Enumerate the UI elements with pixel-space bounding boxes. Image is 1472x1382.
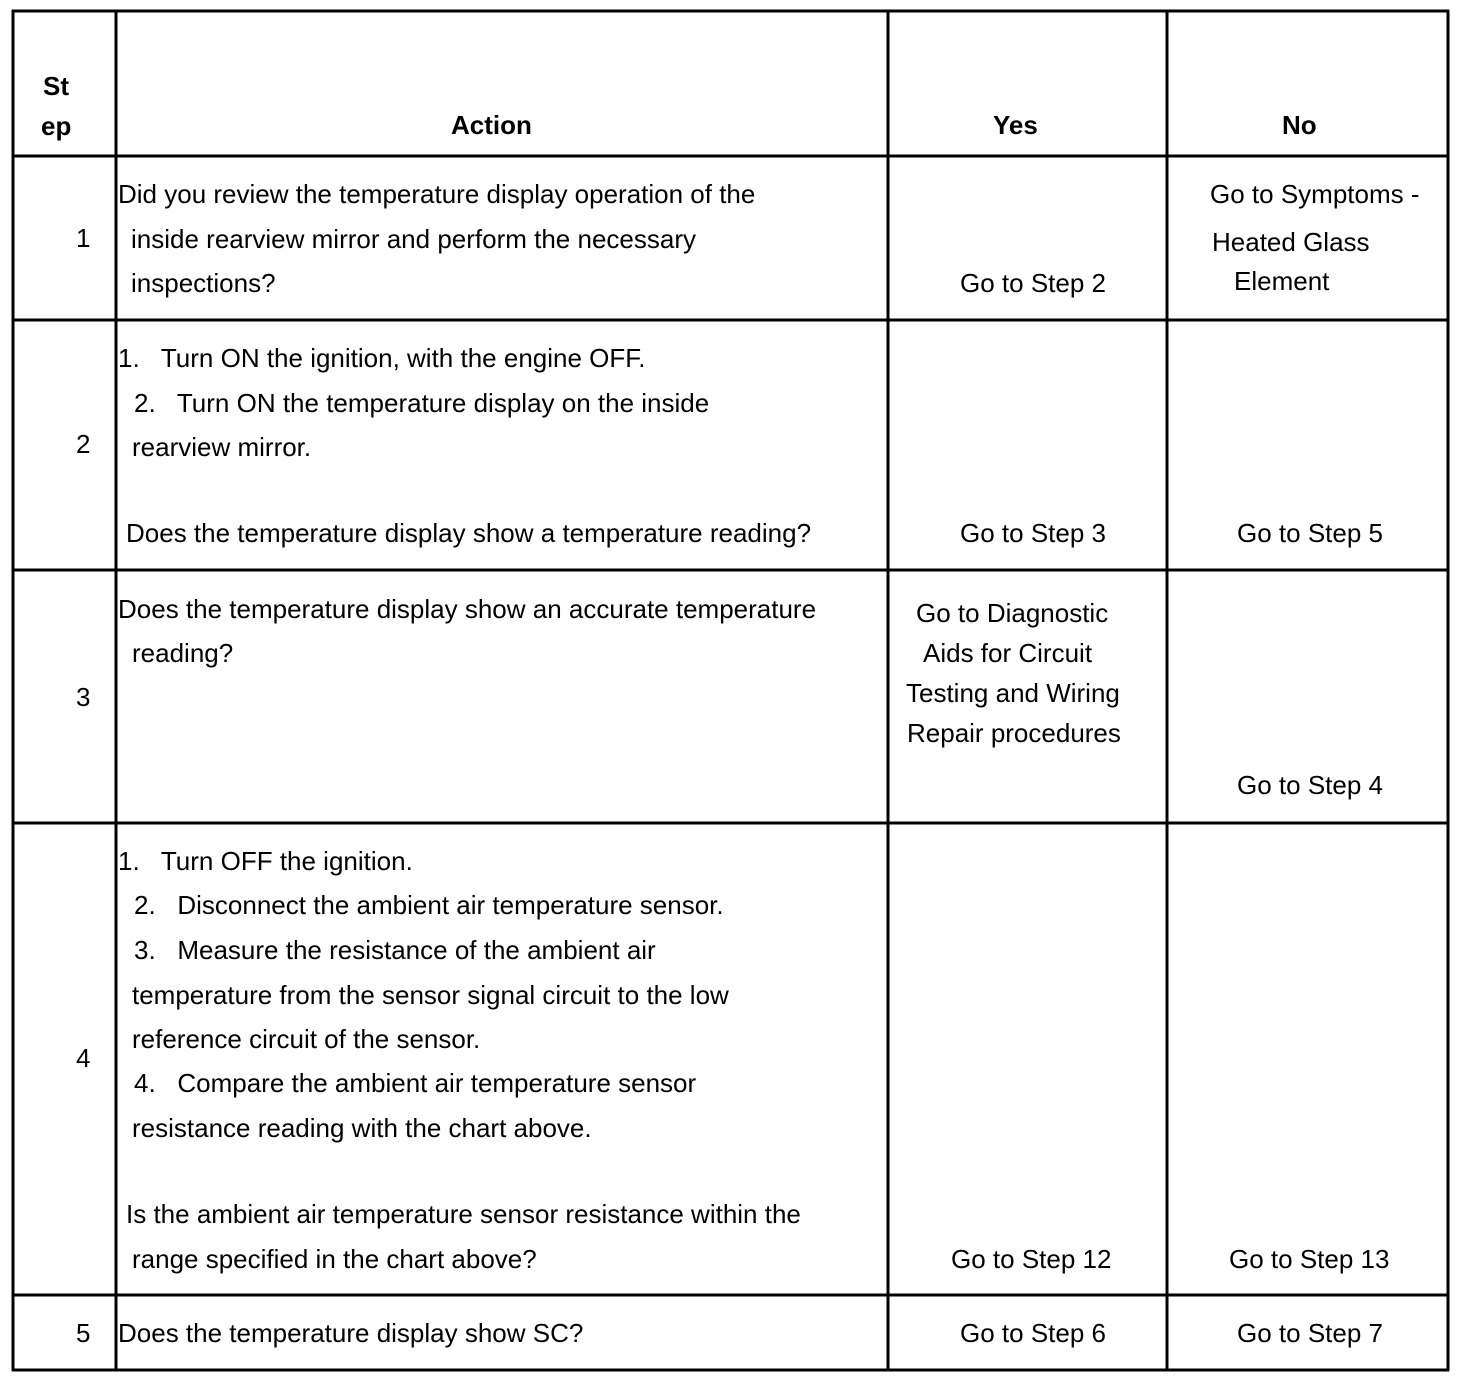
action-text: 1. Turn ON the ignition, with the engine OFF. [118,343,646,373]
step-number: 5 [76,1318,91,1348]
no-text: Go to Step 7 [1237,1318,1383,1348]
action-text: 3. Measure the resistance of the ambient air [134,935,656,965]
header-step-line2: ep [41,111,72,141]
action-text: rearview mirror. [132,432,312,462]
header-step-line1: St [43,71,69,101]
action-text: range specified in the chart above? [132,1244,537,1274]
header-yes: Yes [993,110,1038,140]
no-text: Heated Glass [1212,227,1370,257]
yes-text: Go to Diagnostic [916,598,1109,628]
action-text: Does the temperature display show a temperature reading? [126,518,812,548]
step-number: 1 [76,223,91,253]
no-text: Element [1234,266,1330,296]
yes-text: Testing and Wiring [906,678,1120,708]
yes-text: Aids for Circuit [923,638,1093,668]
action-text: Does the temperature display show an accurate temperature [118,594,817,624]
action-text: Did you review the temperature display operation of the [118,179,756,209]
action-text: 2. Disconnect the ambient air temperature sensor. [134,890,724,920]
action-text: reading? [132,638,234,668]
action-text: inspections? [131,268,276,298]
no-text: Go to Step 4 [1237,770,1383,800]
yes-text: Go to Step 6 [960,1318,1106,1348]
yes-text: Go to Step 12 [951,1244,1112,1274]
yes-text: Repair procedures [907,718,1121,748]
action-text: temperature from the sensor signal circuit to the low [132,980,729,1010]
yes-text: Go to Step 2 [960,268,1106,298]
action-text: resistance reading with the chart above. [132,1113,592,1143]
action-text: inside rearview mirror and perform the necessary [131,224,696,254]
action-text: 1. Turn OFF the ignition. [118,846,413,876]
action-text: Is the ambient air temperature sensor resistance within the [126,1199,801,1229]
action-text: 4. Compare the ambient air temperature sensor [134,1068,697,1098]
header-action: Action [451,110,532,140]
header-no: No [1282,110,1317,140]
step-number: 2 [76,429,91,459]
yes-text: Go to Step 3 [960,518,1106,548]
action-text: reference circuit of the sensor. [132,1024,481,1054]
step-number: 4 [76,1043,91,1073]
no-text: Go to Symptoms - [1210,179,1420,209]
no-text: Go to Step 5 [1237,518,1383,548]
action-text: 2. Turn ON the temperature display on the inside [134,388,710,418]
no-text: Go to Step 13 [1229,1244,1390,1274]
step-number: 3 [76,682,91,712]
action-text: Does the temperature display show SC? [118,1318,584,1348]
